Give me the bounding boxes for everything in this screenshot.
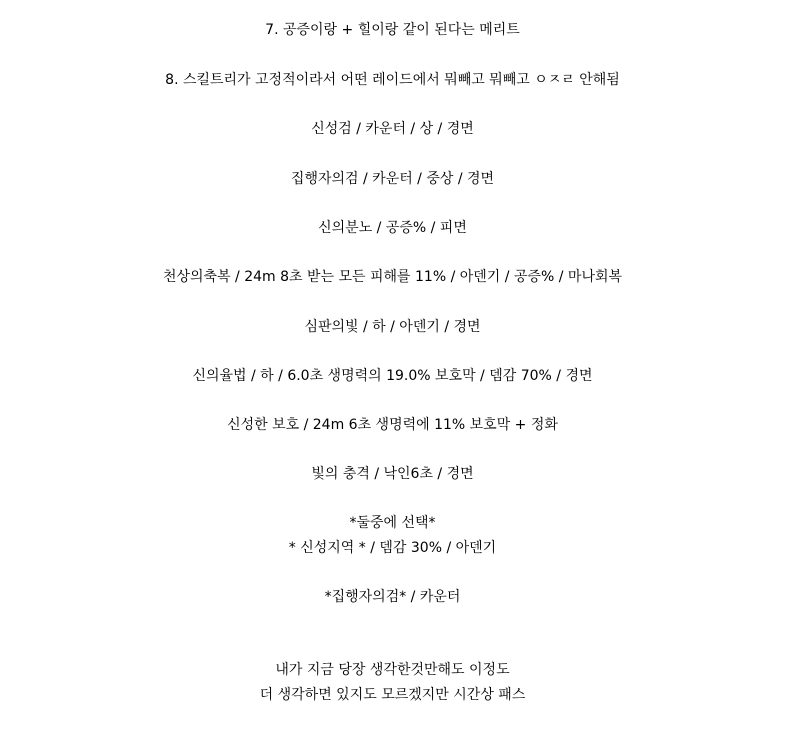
closing-line-2: 더 생각하면 있지도 모르겠지만 시간상 패스 [259, 687, 526, 703]
text-line-merit-8: 8. 스킬트리가 고정적이라서 어떤 레이드에서 뭐빼고 뭐빼고 ㅇㅈㄹ 안해됨 [165, 72, 620, 88]
skill-line-holy-protection: 신성한 보호 / 24m 6초 생명력에 11% 보호막 + 정화 [227, 417, 558, 433]
choice-option-executioner-sword: *집행자의검* / 카운터 [324, 589, 461, 605]
skill-line-light-of-judgment: 심판의빛 / 하 / 아덴기 / 경면 [304, 319, 481, 335]
choice-option-holy-zone: * 신성지역 * / 뎀감 30% / 아덴기 [288, 540, 497, 556]
skill-line-light-shock: 빛의 충격 / 낙인6초 / 경면 [311, 466, 474, 482]
skill-line-heavenly-blessing: 천상의축복 / 24m 8초 받는 모든 피해를 11% / 아덴기 / 공증% / 마나회복 [162, 269, 623, 285]
choice-heading: *둘중에 선택* [349, 515, 436, 531]
text-line-merit-7: 7. 공증이랑 + 힐이랑 같이 된다는 메리트 [265, 22, 520, 38]
closing-line-1: 내가 지금 당장 생각한것만해도 이정도 [275, 662, 510, 678]
skill-line-holy-sword: 신성검 / 카운터 / 상 / 경면 [311, 121, 474, 137]
skill-line-divine-wrath: 신의분노 / 공증% / 피면 [318, 220, 467, 236]
skill-line-executioner-sword: 집행자의검 / 카운터 / 중상 / 경면 [290, 171, 495, 187]
skill-line-divine-law: 신의율법 / 하 / 6.0초 생명력의 19.0% 보호막 / 뎀감 70% / 경면 [192, 368, 593, 384]
